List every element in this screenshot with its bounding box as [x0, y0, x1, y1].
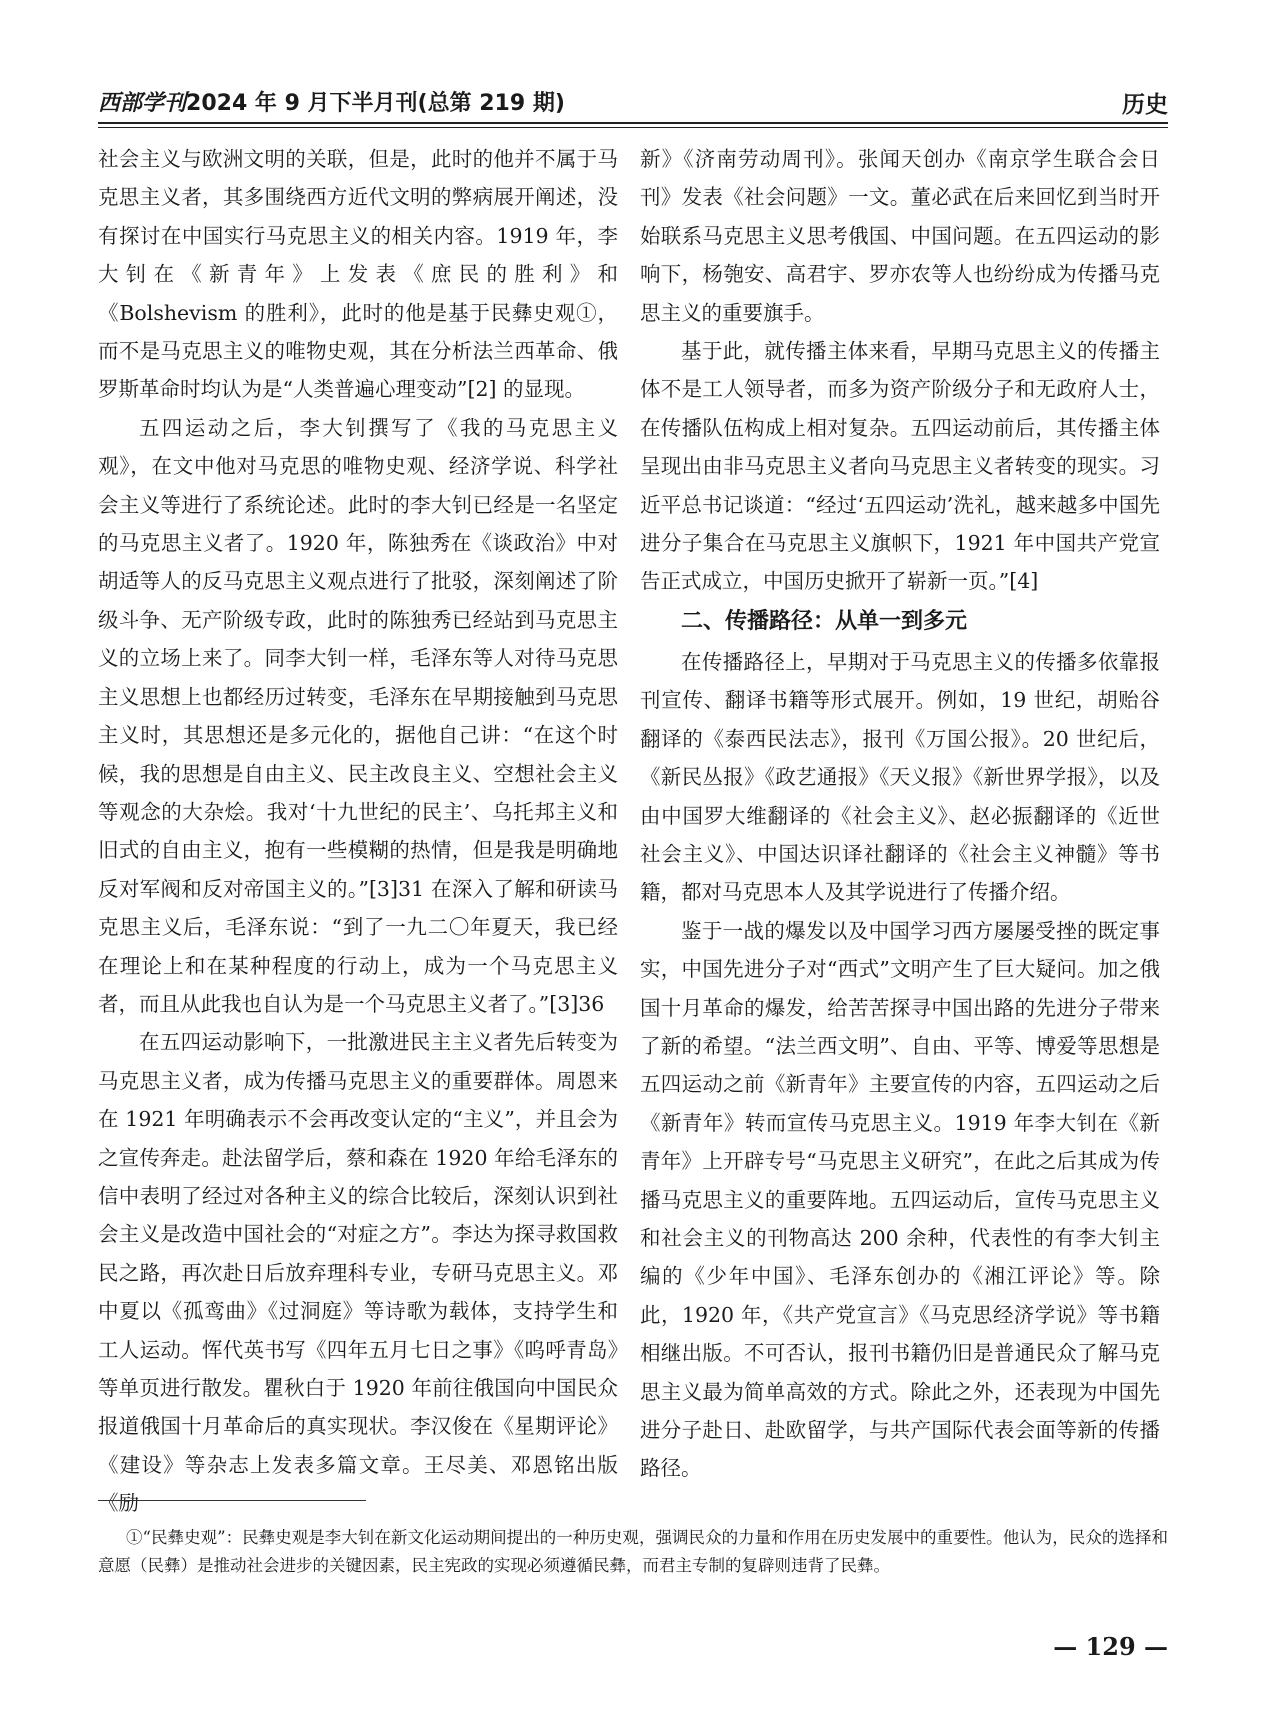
body-paragraph: 新》《济南劳动周刊》。张闻天创办《南京学生联合会日刊》发表《社会问题》一文。董必武在后来回忆到当时开始联系马克思主义思考俄国、中国问题。在五四运动的影响下，杨匏安、高君宇、罗亦农等人也纷纷成为传播马克思主义的重要旗手。	[640, 147, 1160, 325]
running-header	[98, 84, 1168, 120]
journal-issue	[98, 86, 565, 117]
left-column	[98, 140, 618, 1523]
body-paragraph: 在传播路径上，早期对于马克思主义的传播多依靠报刊宣传、翻译书籍等形式展开。例如，19 世纪，胡贻谷翻译的《泰西民法志》，报刊《万国公报》。20 世纪后，《新民丛报》《政艺通报》《天义报》《新世界学报》，以及由中国罗大维翻译的《社会主义》、赵必振翻译的《近世社会主义》、中国达识译社翻译的《社会主义神髓》等书籍，都对马克思本人及其学说进行了传播介绍。	[640, 649, 1160, 905]
body-paragraph: 五四运动之后，李大钊撰写了《我的马克思主义观》，在文中他对马克思的唯物史观、经济学说、科学社会主义等进行了系统论述。此时的李大钊已经是一名坚定的马克思主义者了。1920 年，陈独秀在《谈政治》中对胡适等人的反马克思主义观点进行了批驳，深刻阐述了阶级斗争、无产阶级专政，此时的陈独秀已经站到马克思主义的立场上来了。同李大钊一样，毛泽东等人对待马克思主义思想上也都经历过转变，毛泽东在早期接触到马克思主义时，其思想还是多元化的，据他自己讲：“在这个时候，我的思想是自由主义、民主改良主义、空想社会主义等观念的大杂烩。我对‘十九世纪的民主’、乌托邦主义和旧式的自由主义，抱有一些模糊的热情，但是我是明确地反对军阀和反对帝国主义的。”[3]31 在深入了解和研读马克思主义后，毛泽东说：“到了一九二〇年夏天，我已经在理论上和在某种程度的行动上，成为一个马克思主义者，而且从此我也自认为是一个马克思主义者了。”[3]36	[98, 415, 618, 1016]
right-column	[640, 140, 1160, 1488]
journal-logo: 西部学刊	[98, 90, 187, 116]
body-paragraph: 鉴于一战的爆发以及中国学习西方屡屡受挫的既定事实，中国先进分子对“西式”文明产生了巨大疑问。加之俄国十月革命的爆发，给苦苦探寻中国出路的先进分子带来了新的希望。“法兰西文明”、自由、平等、博爱等思想是五四运动之前《新青年》主要宣传的内容，五四运动之后《新青年》转而宣传马克思主义。1919 年李大钊在《新青年》上开辟专号“马克思主义研究”，在此之后其成为传播马克思主义的重要阵地。五四运动后，宣传马克思主义和社会主义的刊物高达 200 余种，代表性的有李大钊主编的《少年中国》、毛泽东创办的《湘江评论》等。除此，1920 年，《共产党宣言》《马克思经济学说》等书籍相继出版。不可否认，报刊书籍仍旧是普通民众了解马克思主义最为简单高效的方式。除此之外，还表现为中国先进分子赴日、赴欧留学，与共产国际代表会面等新的传播路径。	[640, 918, 1160, 1481]
section-label: 历史	[1122, 92, 1168, 118]
header-rule-thick	[98, 122, 1168, 124]
header-rule-thin	[98, 127, 1168, 128]
section-heading: 二、传播路径：从单一到多元	[681, 608, 968, 634]
body-paragraph: 社会主义与欧洲文明的关联，但是，此时的他并不属于马克思主义者，其多围绕西方近代文明的弊病展开阐述，没有探讨在中国实行马克思主义的相关内容。1919 年，李大钊在《新青年》上发表《庶民的胜利》和《Bolshevism 的胜利》，此时的他是基于民彝史观①，而不是马克思主义的唯物史观，其在分析法兰西革命、俄罗斯革命时均认为是“人类普遍心理变动”[2] 的显现。	[98, 147, 618, 402]
footnote-separator	[98, 1500, 366, 1501]
issue-info: 2024 年 9 月下半月刊(总第 219 期)	[186, 91, 565, 116]
footnote: ①“民彝史观”：民彝史观是李大钊在新文化运动期间提出的一种历史观，强调民众的力量和作用在历史发展中的重要性。他认为，民众的选择和意愿（民彝）是推动社会进步的关键因素，民主宪政的实现必须遵循民彝，而君主专制的复辟则违背了民彝。	[98, 1528, 1168, 1575]
body-paragraph: 基于此，就传播主体来看，早期马克思主义的传播主体不是工人领导者，而多为资产阶级分子和无政府人士，在传播队伍构成上相对复杂。五四运动前后，其传播主体呈现出由非马克思主义者向马克思主义者转变的现实。习近平总书记谈道：“经过‘五四运动’洗礼，越来越多中国先进分子集合在马克思主义旗帜下，1921 年中国共产党宣告正式成立，中国历史掀开了崭新一页。”[4]	[640, 339, 1160, 594]
body-paragraph: 在五四运动影响下，一批激进民主主义者先后转变为马克思主义者，成为传播马克思主义的重要群体。周恩来在 1921 年明确表示不会再改变认定的“主义”，并且会为之宣传奔走。赴法留学后，蔡和森在 1920 年给毛泽东的信中表明了经过对各种主义的综合比较后，深刻认识到社会主义是改造中国社会的“对症之方”。李达为探寻救国救民之路，再次赴日后放弃理科专业，专研马克思主义。邓中夏以《孤鸾曲》《过洞庭》等诗歌为载体，支持学生和工人运动。恽代英书写《四年五月七日之事》《呜呼青岛》等单页进行散发。瞿秋白于 1920 年前往俄国向中国民众报道俄国十月革命后的真实现状。李汉俊在《星期评论》《建设》等杂志上发表多篇文章。王尽美、邓恩铭出版《励	[98, 1030, 618, 1516]
page-number: — 129 —	[1053, 1632, 1168, 1661]
